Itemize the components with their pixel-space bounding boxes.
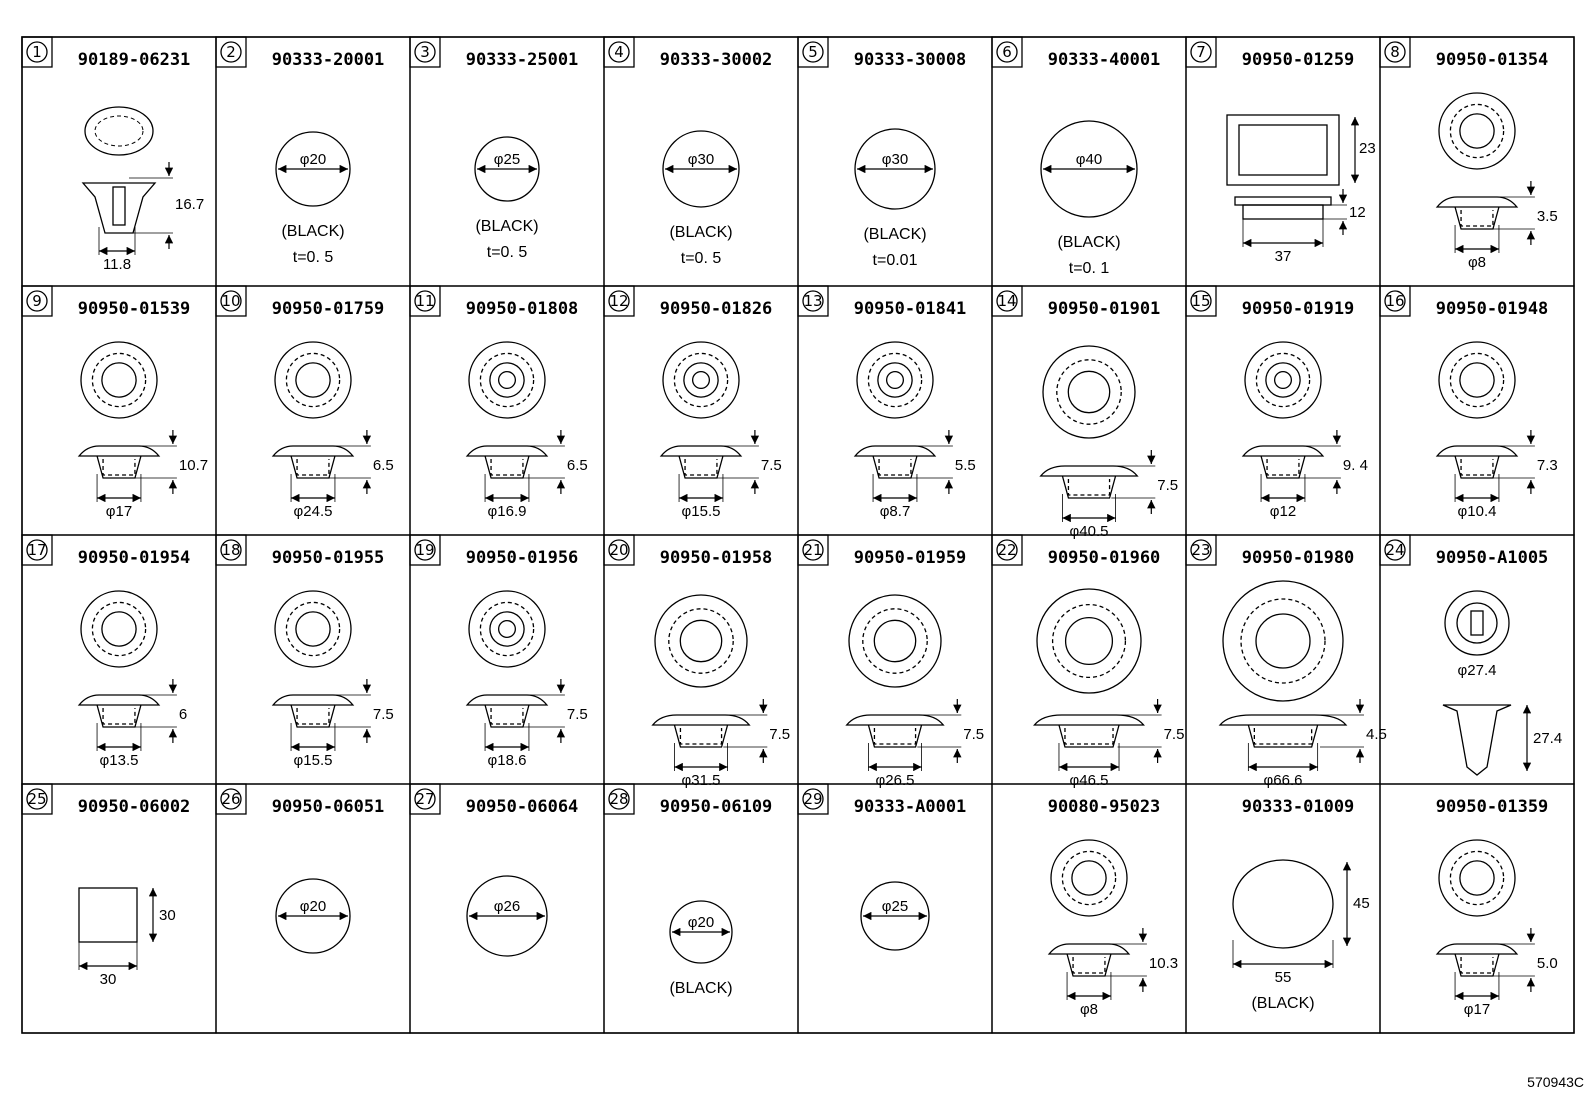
part-number: 90950-01259 (1241, 50, 1355, 70)
grommet-top-inner (102, 363, 136, 397)
width-label: φ8 (1467, 254, 1487, 271)
grommet-top-inner (684, 363, 718, 397)
part-number: 90950-01808 (465, 299, 579, 319)
width-label: φ8.7 (879, 503, 911, 520)
grommet-top-hidden (1450, 353, 1503, 406)
height-label: 16.7 (175, 196, 205, 213)
grommet-top-hidden (669, 609, 733, 673)
part-number: 90333-30002 (659, 50, 773, 70)
index-number: 27 (415, 790, 435, 808)
index-number: 12 (609, 292, 629, 310)
grommet-top-hidden (1256, 353, 1309, 406)
hidden-edge (491, 708, 523, 724)
part-number: 90950-01955 (271, 548, 385, 568)
width-label: φ12 (1269, 503, 1297, 520)
index-number: 5 (808, 43, 818, 61)
thickness-note: t=0. 1 (1068, 260, 1110, 277)
part-number: 90950-01919 (1241, 299, 1355, 319)
grommet-top-hidden (480, 353, 533, 406)
part-cell (1380, 784, 1574, 1033)
part-cell (22, 37, 216, 286)
part-cell (410, 286, 604, 535)
part-number: 90950-01901 (1047, 299, 1161, 319)
grommet-top-inner (874, 620, 915, 661)
flange-profile (855, 446, 935, 456)
color-note: (BLACK) (863, 226, 927, 243)
index-number: 23 (1191, 541, 1211, 559)
part-number: 90950-06051 (271, 797, 385, 817)
flange-profile (1243, 446, 1323, 456)
clip-slot (1471, 611, 1483, 635)
flange-profile (1235, 197, 1331, 205)
grommet-top-inner (878, 363, 912, 397)
index-number: 14 (997, 292, 1017, 310)
height-label: 12 (1349, 204, 1366, 221)
flange-profile (1220, 715, 1346, 725)
diameter-label: φ27.4 (1457, 662, 1497, 679)
grommet-top-inner (1068, 371, 1109, 412)
grommet-top-inner (490, 612, 524, 646)
height-label: 10.3 (1148, 955, 1179, 972)
diameter-label: φ26 (493, 898, 521, 915)
height-label: 7.5 (1157, 477, 1179, 494)
grommet-top-hidden (1053, 605, 1126, 678)
part-number: 90950-01960 (1047, 548, 1161, 568)
grommet-top-hidden (480, 602, 533, 655)
grommet-top-hidden (1057, 360, 1121, 424)
height-label: 7.5 (769, 726, 791, 743)
flange-profile (467, 695, 547, 705)
hidden-edge (103, 459, 135, 475)
part-cell (798, 37, 992, 286)
color-note: (BLACK) (669, 224, 733, 241)
part-cell (1186, 286, 1380, 535)
height-label: 5.0 (1536, 955, 1558, 972)
height-label: 27.4 (1533, 730, 1563, 747)
diagram-reference: 570943C (1527, 1074, 1584, 1090)
part-cell (1380, 535, 1574, 784)
width-label: φ17 (1463, 1001, 1491, 1018)
thickness-note: t=0. 5 (292, 249, 334, 266)
grommet-top-inner (1460, 114, 1494, 148)
part-cell (604, 784, 798, 1033)
index-number: 15 (1191, 292, 1211, 310)
hidden-edge (680, 728, 721, 744)
part-number: 90950-06109 (659, 797, 773, 817)
grommet-top-core (693, 372, 710, 389)
index-number: 1 (32, 43, 42, 61)
thickness-note: t=0. 5 (680, 250, 722, 267)
height-label: 7.5 (566, 706, 588, 723)
part-cell (22, 286, 216, 535)
height-label: 9. 4 (1342, 457, 1368, 474)
height-label: 23 (1359, 140, 1376, 157)
grommet-top-hidden (286, 353, 339, 406)
hidden-edge (1267, 459, 1299, 475)
part-number: 90950-06002 (77, 797, 191, 817)
square-plug-outline (79, 888, 137, 942)
width-label: φ66.6 (1263, 772, 1303, 789)
flange-profile (1049, 944, 1129, 954)
color-note: (BLACK) (281, 223, 345, 240)
part-number: 90333-20001 (271, 50, 385, 70)
index-number: 10 (221, 292, 241, 310)
height-label: 6.5 (566, 457, 588, 474)
width-label: φ8 (1079, 1001, 1099, 1018)
height-label: 5.5 (954, 457, 976, 474)
grommet-top-inner (296, 363, 330, 397)
index-number: 17 (27, 541, 47, 559)
part-cell (992, 37, 1186, 286)
part-number: 90333-25001 (465, 50, 579, 70)
width-label: φ24.5 (293, 503, 333, 520)
flange-profile (79, 695, 159, 705)
cell-border (22, 37, 216, 286)
grommet-top-hidden (286, 602, 339, 655)
part-number: 90189-06231 (77, 50, 191, 70)
width-label: φ10.4 (1457, 503, 1497, 520)
thickness-note: t=0.01 (872, 252, 918, 269)
height-label: 4.5 (1366, 726, 1387, 743)
part-cell (216, 286, 410, 535)
height-label: 6.5 (372, 457, 394, 474)
grommet-top-hidden (92, 353, 145, 406)
part-number: 90950-01759 (271, 299, 385, 319)
grommet-top-outer (1445, 591, 1509, 655)
index-number: 9 (32, 292, 42, 310)
grommet-top-inner (296, 612, 330, 646)
hidden-edge (879, 459, 911, 475)
flange-profile (467, 446, 547, 456)
part-cell (1186, 535, 1387, 789)
flange-profile (1041, 466, 1138, 476)
cell-border (22, 784, 216, 1033)
hidden-edge (491, 459, 523, 475)
index-number: 3 (420, 43, 430, 61)
part-cell (22, 535, 216, 784)
part-cell (410, 37, 604, 286)
index-number: 21 (803, 541, 823, 559)
part-cell (604, 535, 798, 789)
grommet-top-hidden (1062, 851, 1115, 904)
grommet-top-hidden (1450, 851, 1503, 904)
width-label: 55 (1274, 969, 1292, 986)
part-number: 90950-01539 (77, 299, 191, 319)
hidden-edge (1068, 479, 1109, 495)
diameter-label: φ25 (493, 151, 521, 168)
width-label: 30 (99, 971, 117, 988)
width-label: φ40.5 (1069, 523, 1109, 540)
diameter-label: φ20 (299, 151, 327, 168)
part-cell (216, 37, 410, 286)
oval-plug-outline (1233, 860, 1333, 948)
thickness-note: t=0. 5 (486, 244, 528, 261)
height-label: 6 (178, 706, 188, 723)
grommet-top-inner (1072, 861, 1106, 895)
height-label: 7.3 (1536, 457, 1558, 474)
part-number: 90333-01009 (1241, 797, 1355, 817)
part-cell (216, 784, 410, 1033)
width-label: φ13.5 (99, 752, 139, 769)
index-number: 13 (803, 292, 823, 310)
flange-profile (1437, 944, 1517, 954)
width-label: 37 (1274, 248, 1292, 265)
hidden-edge (1254, 728, 1311, 744)
width-label: φ15.5 (681, 503, 721, 520)
part-cell (1186, 784, 1380, 1033)
index-number: 28 (609, 790, 629, 808)
part-cell (22, 784, 216, 1033)
part-cell (1380, 286, 1574, 535)
parts-grid (22, 37, 1574, 1033)
part-cell (798, 784, 992, 1033)
grommet-top-inner (1239, 125, 1327, 175)
grommet-top-inner (1460, 363, 1494, 397)
color-note: (BLACK) (669, 980, 733, 997)
width-label: φ17 (105, 503, 133, 520)
hidden-edge (1461, 957, 1493, 973)
part-number: 90950-06064 (465, 797, 579, 817)
hidden-edge (1461, 459, 1493, 475)
part-cell (992, 286, 1186, 540)
flange-profile (653, 715, 750, 725)
diameter-label: φ20 (687, 914, 715, 931)
part-cell (410, 784, 604, 1033)
height-label: 7.5 (372, 706, 394, 723)
part-number: 90950-01980 (1241, 548, 1355, 568)
index-number: 2 (226, 43, 236, 61)
part-cell (992, 784, 1186, 1033)
grommet-top-hidden (674, 353, 727, 406)
width-label: φ26.5 (875, 772, 915, 789)
part-number: 90333-A0001 (853, 797, 967, 817)
index-number: 8 (1390, 43, 1400, 61)
height-label: 3.5 (1536, 208, 1558, 225)
color-note: (BLACK) (1251, 995, 1315, 1012)
index-number: 7 (1196, 43, 1206, 61)
index-number: 20 (609, 541, 629, 559)
part-number: 90950-01948 (1435, 299, 1549, 319)
index-number: 16 (1385, 292, 1405, 310)
part-cell (604, 37, 798, 286)
flange-profile (273, 446, 353, 456)
width-label: φ15.5 (293, 752, 333, 769)
hidden-edge (685, 459, 717, 475)
index-number: 6 (1002, 43, 1012, 61)
part-number: 90950-01956 (465, 548, 579, 568)
grommet-top-hidden (92, 602, 145, 655)
body-profile (1059, 725, 1119, 747)
diameter-label: φ25 (881, 898, 909, 915)
width-label: φ46.5 (1069, 772, 1109, 789)
part-number: 90080-95023 (1047, 797, 1161, 817)
color-note: (BLACK) (475, 218, 539, 235)
grommet-top-hidden (863, 609, 927, 673)
index-number: 11 (415, 292, 435, 310)
grommet-top-inner (1256, 614, 1310, 668)
flange-profile (1437, 446, 1517, 456)
flange-profile (273, 695, 353, 705)
hidden-edge (1073, 957, 1105, 973)
part-number: 90950-01354 (1435, 50, 1549, 70)
grommet-top-hidden (868, 353, 921, 406)
part-cell (410, 535, 604, 784)
body-profile (1243, 205, 1323, 219)
index-number: 18 (221, 541, 241, 559)
part-cell (798, 535, 992, 789)
flange-profile (847, 715, 944, 725)
flange-profile (79, 446, 159, 456)
part-cell (798, 286, 992, 535)
part-cell (992, 535, 1186, 789)
diameter-label: φ20 (299, 898, 327, 915)
part-number: 90950-A1005 (1435, 548, 1549, 568)
part-number: 90333-40001 (1047, 50, 1161, 70)
height-label: 30 (159, 907, 176, 924)
part-number: 90950-01841 (853, 299, 967, 319)
flange-profile (661, 446, 741, 456)
flange-profile (1437, 197, 1517, 207)
grommet-top-hidden (1241, 599, 1325, 683)
part-number: 90950-01359 (1435, 797, 1549, 817)
grommet-top-inner (680, 620, 721, 661)
index-number: 29 (803, 790, 823, 808)
part-cell (1186, 37, 1380, 286)
index-number: 24 (1385, 541, 1405, 559)
width-label: φ18.6 (487, 752, 527, 769)
grommet-top-core (887, 372, 904, 389)
hidden-edge (1461, 210, 1493, 226)
index-number: 22 (997, 541, 1017, 559)
height-label: 7.5 (760, 457, 782, 474)
height-label: 7.5 (1163, 726, 1185, 743)
diameter-label: φ40 (1075, 151, 1103, 168)
diameter-label: φ30 (881, 151, 909, 168)
grommet-top-hidden (1450, 104, 1503, 157)
part-number: 90333-30008 (853, 50, 967, 70)
width-label: φ31.5 (681, 772, 721, 789)
grommet-top-core (499, 621, 516, 638)
diameter-label: φ30 (687, 151, 715, 168)
grommet-top-inner (490, 363, 524, 397)
hidden-edge (874, 728, 915, 744)
index-number: 4 (614, 43, 624, 61)
index-number: 25 (27, 790, 47, 808)
height-label: 7.5 (963, 726, 985, 743)
color-note: (BLACK) (1057, 234, 1121, 251)
clip-inner (95, 116, 143, 146)
grommet-top-core (1275, 372, 1292, 389)
height-label: 10.7 (178, 457, 209, 474)
hidden-edge (297, 708, 329, 724)
grommet-top-inner (1457, 603, 1497, 643)
part-cell (604, 286, 798, 535)
hidden-edge (1065, 728, 1113, 744)
clip-side-profile (1443, 705, 1511, 775)
hidden-edge (297, 459, 329, 475)
part-number: 90950-01954 (77, 548, 191, 568)
index-number: 19 (415, 541, 435, 559)
flange-profile (1034, 715, 1143, 725)
height-label: 45 (1353, 895, 1370, 912)
clip-slot (113, 187, 125, 225)
width-label: φ16.9 (487, 503, 527, 520)
part-number: 90950-01958 (659, 548, 773, 568)
part-cell (1380, 37, 1574, 286)
grommet-top-inner (1460, 861, 1494, 895)
hidden-edge (103, 708, 135, 724)
width-label: 11.8 (102, 256, 132, 273)
part-number: 90950-01959 (853, 548, 967, 568)
part-cell (216, 535, 410, 784)
index-number: 26 (221, 790, 241, 808)
grommet-top-core (499, 372, 516, 389)
grommet-top-inner (102, 612, 136, 646)
grommet-top-inner (1066, 618, 1113, 665)
grommet-top-inner (1266, 363, 1300, 397)
part-number: 90950-01826 (659, 299, 773, 319)
